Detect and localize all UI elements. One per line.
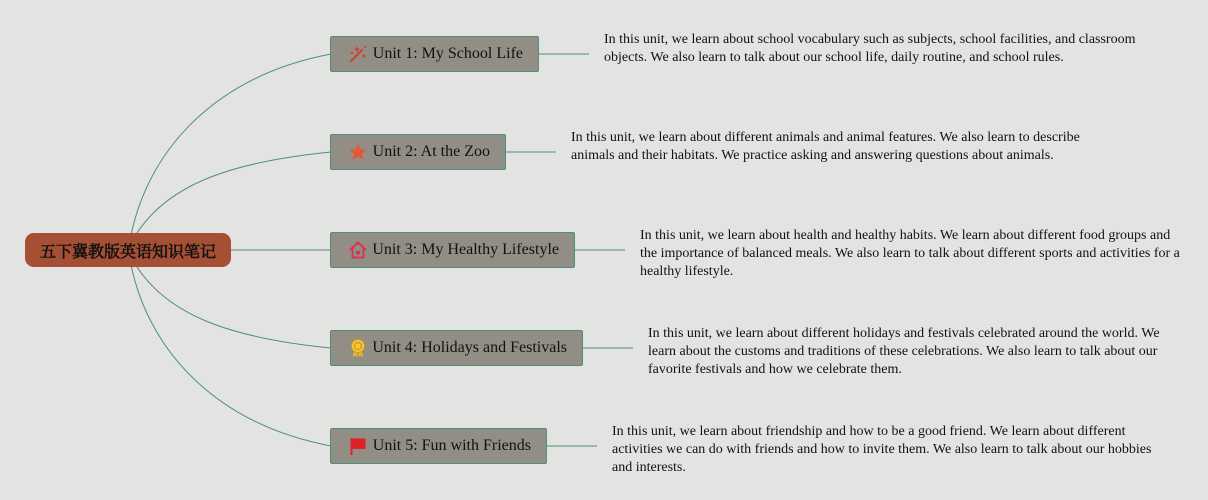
star-icon [348, 141, 369, 163]
topic-unit-5[interactable] [330, 428, 547, 464]
connector-unit-4 [134, 262, 331, 348]
topic-unit-2-label: Unit 2: At the Zoo [372, 143, 490, 160]
description-unit-1: In this unit, we learn about school vocabulary such as subjects, school facilities, and classroom objects. We also learn to talk about our school life, daily routine, and school rules. [604, 32, 1136, 65]
flag-icon [348, 435, 369, 457]
topic-unit-4-label: Unit 4: Holidays and Festivals [372, 339, 567, 356]
connector-unit-2 [134, 152, 331, 238]
topic-unit-2[interactable] [330, 134, 506, 170]
home-icon [348, 239, 368, 261]
root-topic[interactable] [25, 233, 231, 267]
topic-unit-5-label: Unit 5: Fun with Friends [372, 437, 531, 454]
topic-unit-3[interactable] [330, 232, 575, 268]
topic-unit-3-label: Unit 3: My Healthy Lifestyle [372, 241, 559, 258]
root-topic-label: 五下冀教版英语知识笔记 [39, 241, 216, 261]
description-unit-4: In this unit, we learn about different holidays and festivals celebrated around the world. We learn about the customs and traditions of these celebrations. We also learn to talk about our favorite festivals and how we celebrate them. [648, 326, 1160, 377]
topic-unit-1-label: Unit 1: My School Life [372, 45, 523, 62]
description-unit-5: In this unit, we learn about friendship and how to be a good friend. We learn about different activities we can do with friends and how to invite them. We also learn to talk about our hobbies and interests. [612, 424, 1152, 475]
topic-unit-4[interactable] [330, 330, 583, 366]
connector-unit-5 [131, 265, 331, 446]
description-unit-3: In this unit, we learn about health and healthy habits. We learn about different food groups and the importance of balanced meals. We also learn to talk about different sports and activities for a healthy lifestyle. [640, 228, 1180, 279]
sparkle-wand-icon [348, 43, 369, 65]
connector-unit-1 [131, 54, 331, 235]
description-unit-2: In this unit, we learn about different animals and animal features. We also learn to describe animals and their habitats. We practice asking and answering questions about animals. [571, 130, 1080, 163]
topic-unit-1[interactable] [330, 36, 539, 72]
medal-icon [348, 337, 368, 359]
